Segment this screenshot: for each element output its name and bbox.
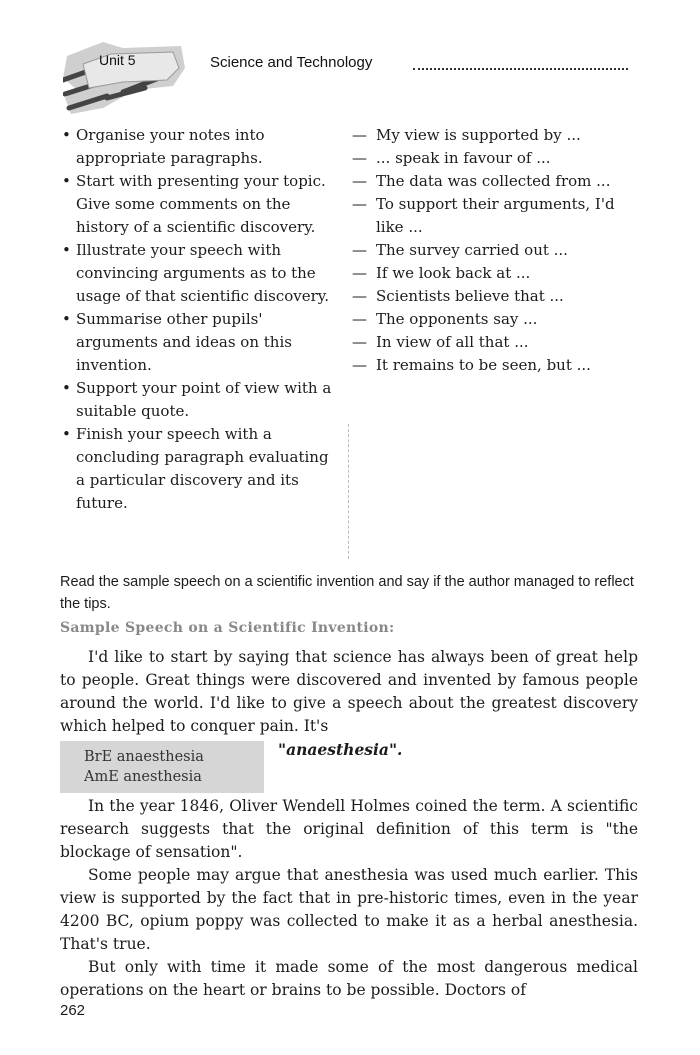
phrase-item: — In view of all that ... — [352, 331, 642, 354]
sample-speech-body — [60, 646, 638, 1002]
phrase-item: — My view is supported by ... — [352, 124, 642, 147]
phrase-item: — Scientists believe that ... — [352, 285, 642, 308]
phrase-item: — It remains to be seen, but ... — [352, 354, 642, 377]
phrase-item: — The data was collected from ... — [352, 170, 642, 193]
note-british: BrE anaesthesia — [84, 749, 204, 765]
page-number: 262 — [60, 1002, 86, 1019]
tip-item: • Finish your speech with a concluding paragraph evaluating a particular discovery and its future. — [60, 423, 338, 515]
column-divider — [348, 424, 349, 559]
phrase-item: — The opponents say ... — [352, 308, 642, 331]
unit-badge-icon — [63, 38, 188, 116]
speech-paragraph-2: In the year 1846, Oliver Wendell Holmes coined the term. A scientific research suggests that the original definition of this term is "the blockage of sensation". — [60, 797, 638, 861]
speech-paragraph-4: But only with time it made some of the most dangerous medical operations on the heart or brains to be possible. Doctors of — [60, 958, 638, 999]
header-dotted-rule — [413, 56, 628, 70]
tip-item: • Start with presenting your topic. Give some comments on the history of a scientific discovery. — [60, 170, 338, 239]
speech-paragraph-3: Some people may argue that anesthesia was used much earlier. This view is supported by the fact that in pre-historic times, even in the year 4200 BC, opium poppy was collected to make it as a herbal anesthesia. That's true. — [60, 866, 638, 953]
phrases-list — [352, 124, 642, 377]
section-title: Science and Technology — [210, 54, 373, 71]
tip-item: • Illustrate your speech with convincing arguments as to the usage of that scientific discovery. — [60, 239, 338, 308]
unit-label: Unit 5 — [99, 52, 136, 68]
spelling-note-box — [60, 741, 264, 793]
note-american: AmE anesthesia — [84, 769, 202, 785]
page-header — [55, 28, 645, 108]
tip-item: • Organise your notes into appropriate paragraphs. — [60, 124, 338, 170]
sample-speech-heading: Sample Speech on a Scientific Invention: — [60, 620, 395, 636]
phrase-item: — The survey carried out ... — [352, 239, 642, 262]
phrase-item: — If we look back at ... — [352, 262, 642, 285]
speech-paragraph-1 — [60, 646, 638, 738]
tip-item: • Summarise other pupils' arguments and ideas on this invention. — [60, 308, 338, 377]
phrase-item: — ... speak in favour of ... — [352, 147, 642, 170]
speech-quote-term: "anaesthesia". — [278, 740, 403, 759]
phrase-item: — To support their arguments, I'd like ... — [352, 193, 642, 239]
tip-item: • Support your point of view with a suitable quote. — [60, 377, 338, 423]
task-instruction: Read the sample speech on a scientific invention and say if the author managed to reflect the tips. — [60, 574, 634, 612]
tips-list — [60, 124, 338, 515]
speech-p1-text: I'd like to start by saying that science has always been of great help to people. Great things were discovered and invented by famous people around the world. I'd like to give a speech about the greatest discovery which helped to conquer pain. It's — [60, 648, 638, 735]
